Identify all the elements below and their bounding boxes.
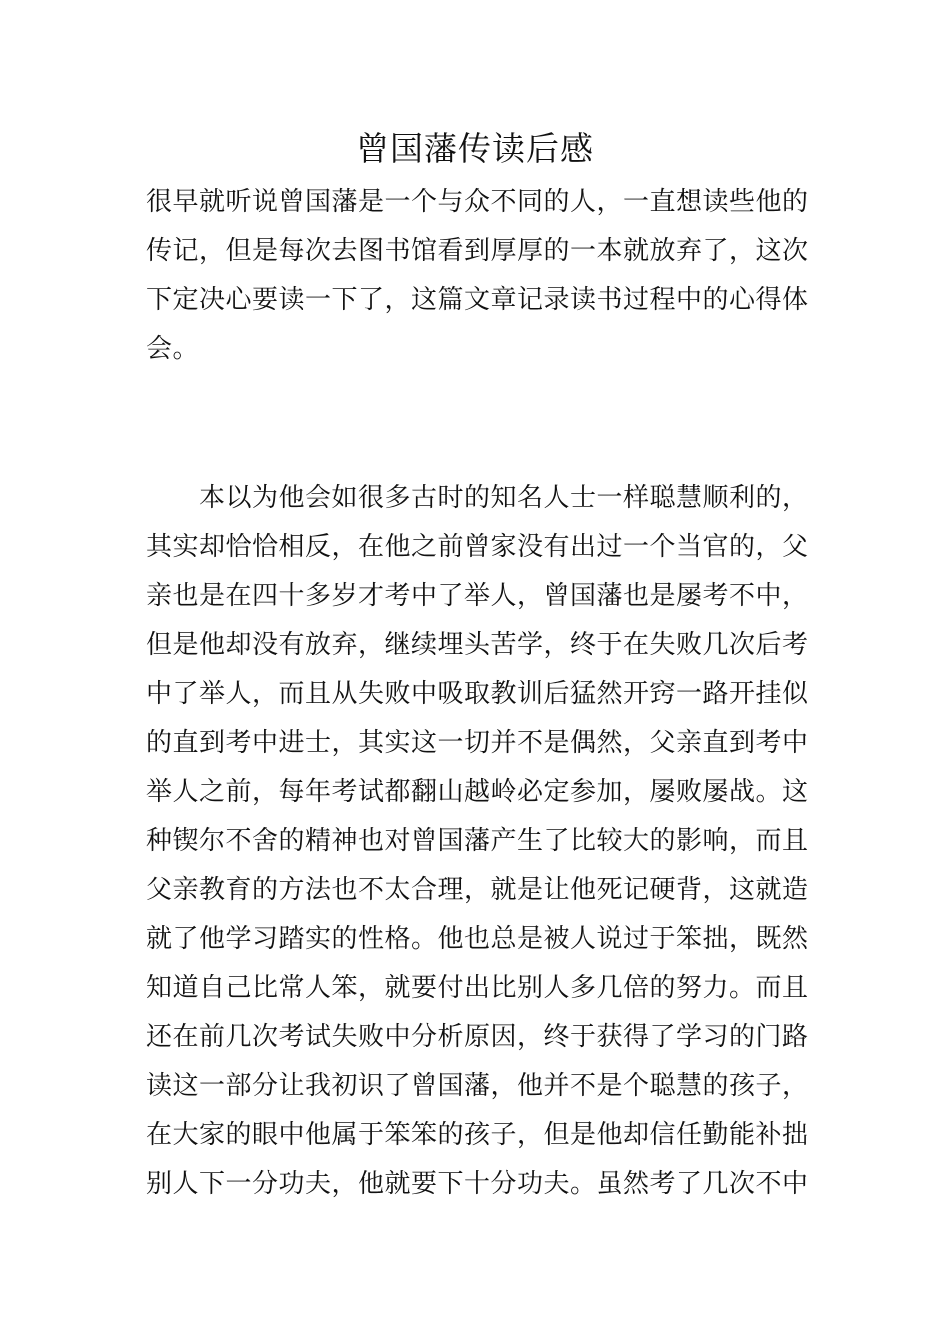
text-line: 在大家的眼中他属于笨笨的孩子，但是他却信任勤能补拙 bbox=[146, 1120, 809, 1150]
text-line: 下定决心要读一下了，这篇文章记录读书过程中的心得体 bbox=[146, 285, 809, 315]
text-line: 会。 bbox=[146, 334, 200, 364]
text-line: 就了他学习踏实的性格。他也总是被人说过于笨拙，既然 bbox=[146, 924, 809, 954]
text-line: 的直到考中进士，其实这一切并不是偶然，父亲直到考中 bbox=[146, 728, 809, 758]
intro-paragraph bbox=[146, 178, 808, 374]
document-title: 曾国藩传读后感 bbox=[356, 129, 594, 168]
text-line: 但是他却没有放弃，继续埋头苦学，终于在失败几次后考 bbox=[146, 630, 809, 660]
text-line: 中了举人，而且从失败中吸取教训后猛然开窍一路开挂似 bbox=[146, 679, 809, 709]
text-line: 读这一部分让我初识了曾国藩，他并不是个聪慧的孩子， bbox=[146, 1071, 809, 1101]
text-line: 举人之前，每年考试都翻山越岭必定参加，屡败屡战。这 bbox=[146, 777, 809, 807]
text-line: 父亲教育的方法也不太合理，就是让他死记硬背，这就造 bbox=[146, 875, 809, 905]
text-line: 还在前几次考试失败中分析原因，终于获得了学习的门路 bbox=[146, 1022, 809, 1052]
text-line: 很早就听说曾国藩是一个与众不同的人，一直想读些他的 bbox=[146, 187, 809, 217]
text-line: 亲也是在四十多岁才考中了举人，曾国藩也是屡考不中， bbox=[146, 581, 809, 611]
text-line: 本以为他会如很多古时的知名人士一样聪慧顺利的， bbox=[146, 483, 809, 513]
text-line: 传记，但是每次去图书馆看到厚厚的一本就放弃了，这次 bbox=[146, 236, 809, 266]
text-line: 别人下一分功夫，他就要下十分功夫。虽然考了几次不中 bbox=[146, 1169, 809, 1199]
text-line: 种锲尔不舍的精神也对曾国藩产生了比较大的影响，而且 bbox=[146, 826, 809, 856]
text-line: 其实却恰恰相反，在他之前曾家没有出过一个当官的，父 bbox=[146, 532, 809, 562]
text-line: 知道自己比常人笨，就要付出比别人多几倍的努力。而且 bbox=[146, 973, 809, 1003]
body-paragraph bbox=[146, 474, 808, 1209]
